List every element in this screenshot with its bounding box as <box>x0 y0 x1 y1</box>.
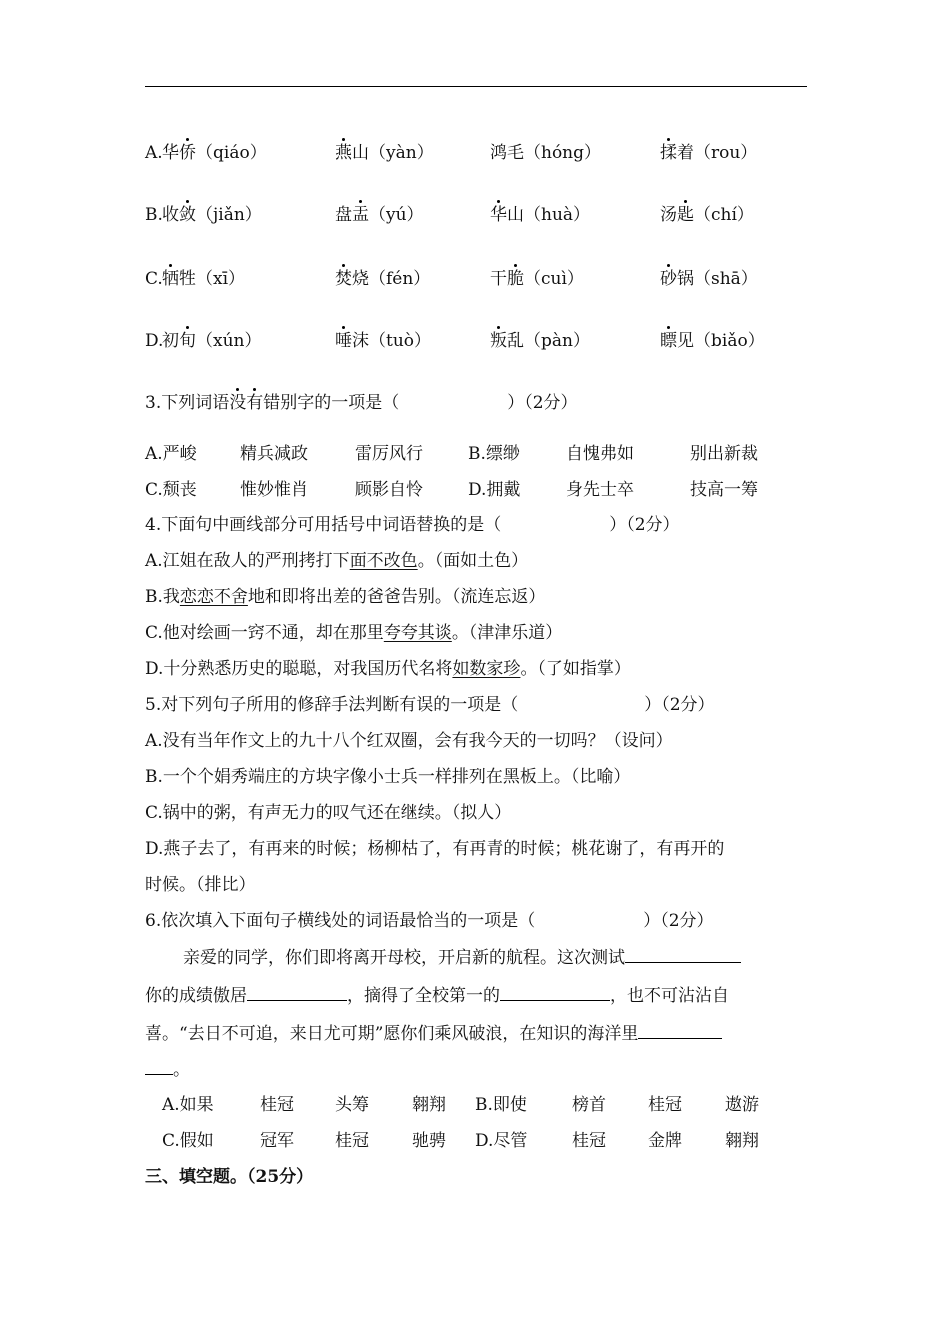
q2-word: 鸿毛（hóng） <box>490 143 602 163</box>
q2-word: 干脆（cuì） <box>490 269 584 289</box>
q3-stem: 3.下列词语没有错别字的一项是（ ）（2分） <box>145 393 578 413</box>
q5-option-d-line1: D.燕子去了，有再来的时候；杨柳枯了，有再青的时候；桃花谢了，有再开的 <box>145 839 725 859</box>
q2-word: 叛乱（pàn） <box>490 331 590 351</box>
q6-choice-item: 榜首 <box>572 1095 606 1115</box>
q6-choice-item: 驰骋 <box>412 1131 446 1151</box>
q2-word: 牺牲（xī） <box>162 269 246 289</box>
q6-choice-item: 翱翔 <box>725 1131 759 1151</box>
q6-passage-line2: 你的成绩傲居 ，摘得了全校第一的 ，也不可沾沾自 <box>145 986 729 1006</box>
q4-stem: 4.下面句中画线部分可用括号中词语替换的是（ ）（2分） <box>145 515 680 535</box>
q6-passage-line3: 喜。“去日不可追，来日尤可期”愿你们乘风破浪，在知识的海洋里 <box>145 1022 722 1045</box>
q5-option-a: A.没有当年作文上的九十八个红双圈，会有我今天的一切吗？（设问） <box>145 731 673 751</box>
q6-passage-line1: 亲爱的同学，你们即将离开母校，开启新的航程。这次测试 <box>183 946 741 969</box>
q6-choice-item: 头筹 <box>335 1095 369 1115</box>
q6-choice-item: 翱翔 <box>412 1095 446 1115</box>
q6-choice-item: 金牌 <box>648 1131 682 1151</box>
q6-choice-item: 冠军 <box>260 1131 294 1151</box>
q6-choice-item: 桂冠 <box>335 1131 369 1151</box>
section-3-heading: 三、填空题。（25分） <box>145 1167 314 1187</box>
q6-choice-item: A.如果 <box>162 1095 214 1115</box>
q5-option-b: B.一个个娟秀端庄的方块字像小士兵一样排列在黑板上。（比喻） <box>145 767 631 787</box>
q3-choice-item: 身先士卒 <box>566 480 634 500</box>
q6-passage-line4: 。 <box>145 1058 190 1081</box>
q3-choice-item: A.严峻 <box>145 444 197 464</box>
q2-word: 砂锅（shā） <box>660 269 758 289</box>
q3-choice-item: D.拥戴 <box>468 480 521 500</box>
q2-option-letter: A. <box>145 143 163 163</box>
q4-option-a: A.江姐在敌人的严刑拷打下面不改色。（面如土色） <box>145 551 529 571</box>
q5-stem: 5.对下列句子所用的修辞手法判断有误的一项是（ ）（2分） <box>145 695 715 715</box>
q3-choice-item: 精兵减政 <box>240 444 308 464</box>
q2-option-letter: B. <box>145 205 163 225</box>
q6-choice-item: B.即使 <box>475 1095 527 1115</box>
q2-word: 初旬（xún） <box>162 331 262 351</box>
q2-word: 揉着（rou） <box>660 143 758 163</box>
q6-choice-item: 桂冠 <box>260 1095 294 1115</box>
q2-word: 华侨（qiáo） <box>162 143 267 163</box>
q6-choice-item: 桂冠 <box>572 1131 606 1151</box>
q2-word: 瞟见（biǎo） <box>660 331 765 351</box>
q4-option-c: C.他对绘画一窍不通，却在那里夸夸其谈。（津津乐道） <box>145 623 563 643</box>
header-rule <box>145 86 807 87</box>
q3-choice-item: 自愧弗如 <box>566 444 634 464</box>
q2-word: 收敛（jiǎn） <box>162 205 262 225</box>
q4-option-b: B.我恋恋不舍地和即将出差的爸爸告别。（流连忘返） <box>145 587 546 607</box>
q2-word: 焚烧（fén） <box>335 269 431 289</box>
q3-choice-item: C.颓丧 <box>145 480 197 500</box>
q2-word: 华山（huà） <box>490 205 591 225</box>
q4-option-d: D.十分熟悉历史的聪聪，对我国历代名将如数家珍。（了如指掌） <box>145 659 631 679</box>
q6-choice-item: D.尽管 <box>475 1131 528 1151</box>
q2-word: 盘盂（yú） <box>335 205 424 225</box>
q6-choice-item: 桂冠 <box>648 1095 682 1115</box>
q6-stem: 6.依次填入下面句子横线处的词语最恰当的一项是（ ）（2分） <box>145 911 714 931</box>
q2-option-letter: D. <box>145 331 164 351</box>
q3-choice-item: 技高一筹 <box>690 480 758 500</box>
q2-word: 汤匙（chí） <box>660 205 754 225</box>
blank-4 <box>638 1022 722 1039</box>
q2-option-letter: C. <box>145 269 163 289</box>
q3-choice-item: B.缥缈 <box>468 444 520 464</box>
q3-choice-item: 顾影自怜 <box>355 480 423 500</box>
q6-choice-item: C.假如 <box>162 1131 214 1151</box>
q6-choice-item: 遨游 <box>725 1095 759 1115</box>
blank-3 <box>500 984 610 1001</box>
q3-choice-item: 惟妙惟肖 <box>240 480 308 500</box>
q5-option-d-line2: 时候。（排比） <box>145 875 256 895</box>
q5-option-c: C.锅中的粥，有声无力的叹气还在继续。（拟人） <box>145 803 512 823</box>
q2-word: 燕山（yàn） <box>335 143 434 163</box>
q3-choice-item: 雷厉风行 <box>355 444 423 464</box>
q3-choice-item: 别出新裁 <box>690 444 758 464</box>
blank-4-cont <box>145 1058 173 1075</box>
q2-word: 唾沫（tuò） <box>335 331 432 351</box>
blank-2 <box>247 984 347 1001</box>
blank-1 <box>625 946 741 963</box>
